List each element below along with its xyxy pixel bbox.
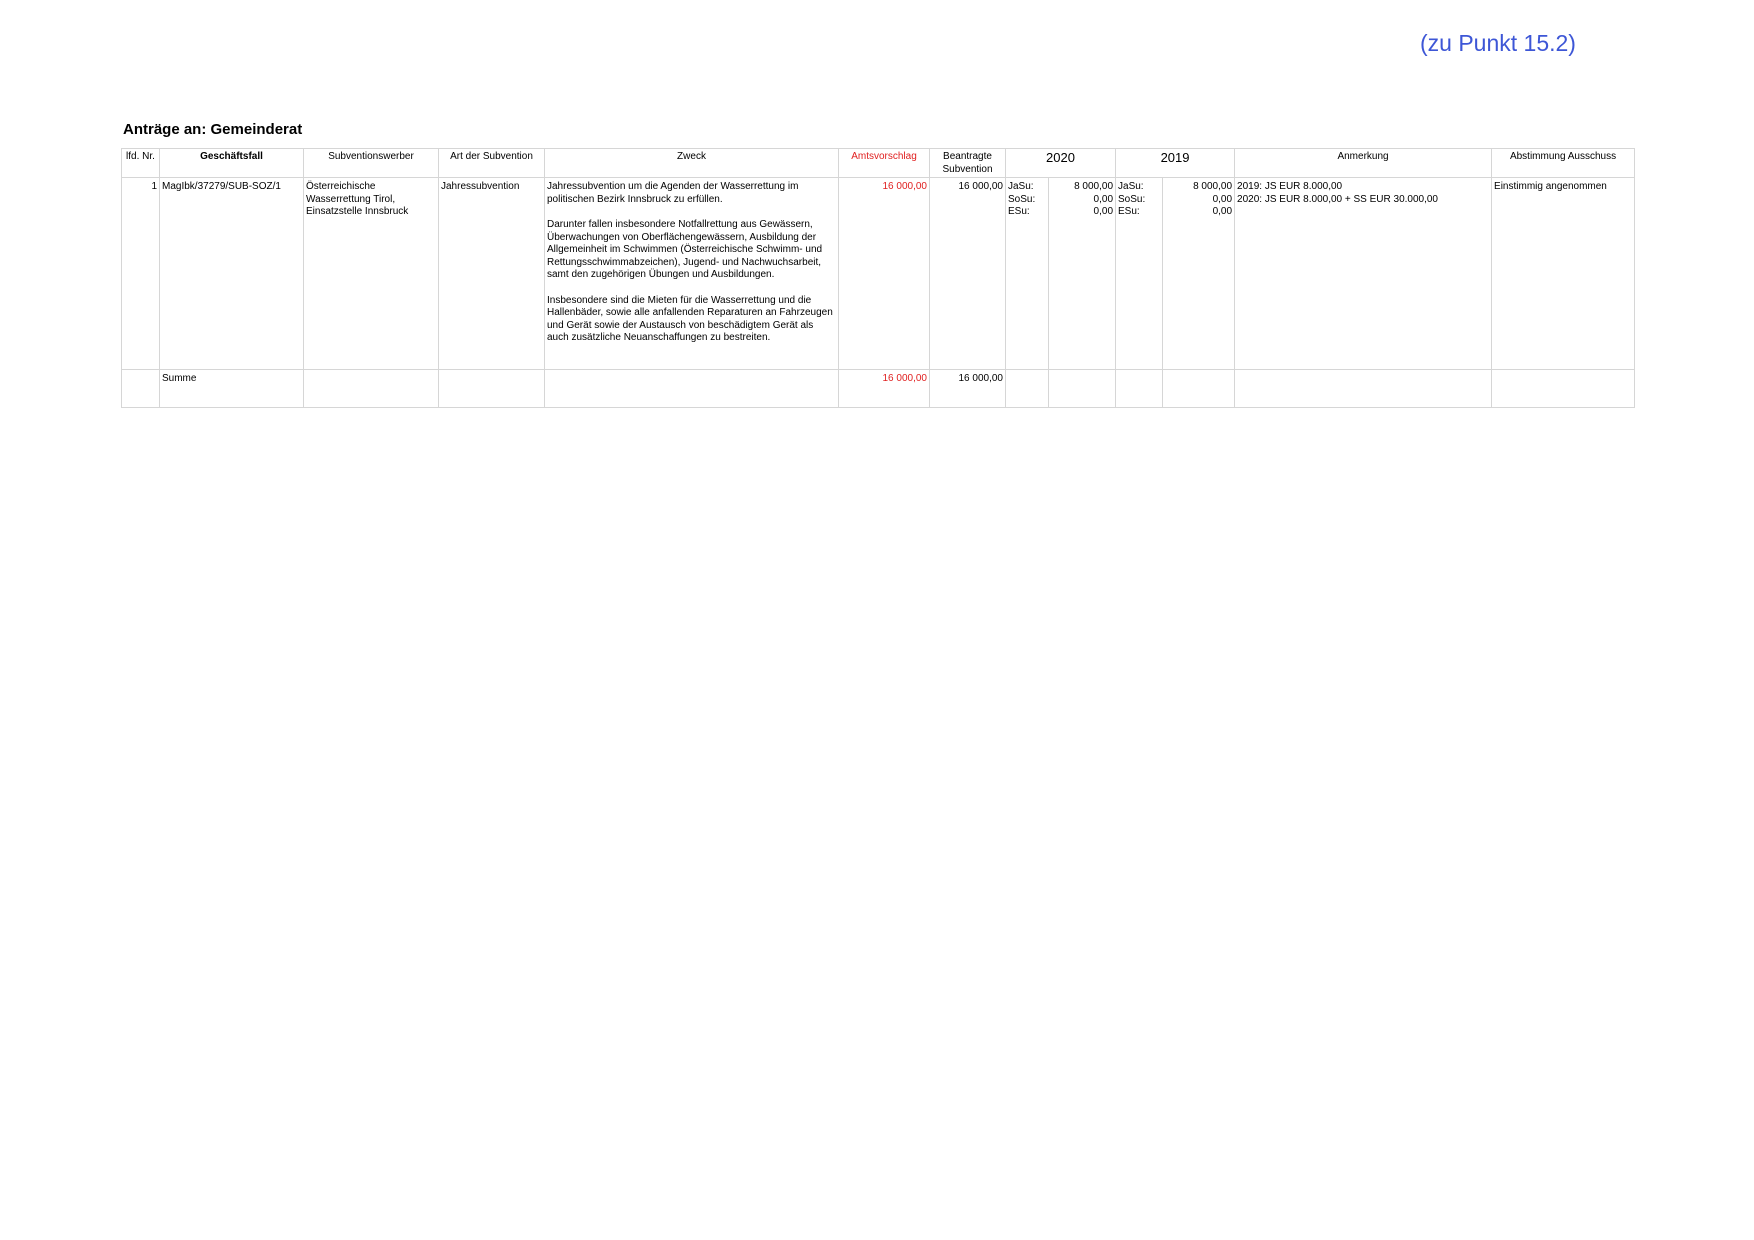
zweck-paragraph-1: Jahressubvention um die Agenden der Wasserrettung im politischen Bezirk Innsbruck zu erfüllen.	[547, 181, 799, 205]
col-header-nr: lfd. Nr.	[122, 149, 160, 178]
sum-werber	[304, 370, 439, 408]
label-2019-esu: ESu:	[1118, 206, 1140, 218]
sum-beantragte: 16 000,00	[930, 370, 1006, 408]
row-art: Jahressubvention	[439, 178, 545, 370]
table-row	[122, 178, 1635, 370]
zweck-paragraph-3: Insbesondere sind die Mieten für die Wasserrettung und die Hallenbäder, sowie alle anfallenden Reparaturen an Fahrzeugen und Gerät sowie der Austausch von beschädigtem Gerät als auch zusätzliche Neuanschaffungen zu bestreiten.	[547, 294, 833, 344]
col-header-zweck: Zweck	[545, 149, 839, 178]
label-2020-esu: ESu:	[1008, 206, 1030, 218]
row-geschaeftsfall: MagIbk/37279/SUB-SOZ/1	[160, 178, 304, 370]
zweck-paragraph-2: Darunter fallen insbesondere Notfallrettung aus Gewässern, Überwachungen von Oberflächengewässern, Ausbildung der Allgemeinheit im Schwimmen (Österreichische Schwimm- und Rettungsschwimmabzeichen), Jugend- und Nachwuchsarbeit, samt den zugehörigen Übungen und Ausbildungen.	[547, 218, 823, 281]
value-2020-jasu: 8 000,00	[1074, 181, 1114, 193]
value-2019-sosu: 0,00	[1212, 193, 1233, 205]
col-header-2019: 2019	[1116, 149, 1235, 178]
sum-abstimmung	[1492, 370, 1635, 408]
value-2020-sosu: 0,00	[1093, 193, 1114, 205]
col-header-amtsvorschlag: Amtsvorschlag	[839, 149, 930, 178]
row-2020-values	[1049, 178, 1116, 370]
label-2020-jasu: JaSu:	[1008, 181, 1034, 193]
value-2019-esu: 0,00	[1212, 206, 1233, 218]
sum-zweck	[545, 370, 839, 408]
header-row	[122, 149, 1635, 178]
sum-2020-values	[1049, 370, 1116, 408]
value-2020-esu: 0,00	[1093, 206, 1114, 218]
sum-2019-values	[1163, 370, 1235, 408]
label-2019-sosu: SoSu:	[1118, 193, 1146, 205]
page-heading: Anträge an: Gemeinderat	[123, 121, 303, 138]
reference-note: (zu Punkt 15.2)	[1420, 30, 1576, 56]
subsidy-table	[121, 148, 1635, 408]
row-2020-labels	[1006, 178, 1049, 370]
anmerkung-line-2: 2020: JS EUR 8.000,00 + SS EUR 30.000,00	[1237, 193, 1438, 205]
col-header-art: Art der Subvention	[439, 149, 545, 178]
value-2019-jasu: 8 000,00	[1193, 181, 1233, 193]
sum-anmerkung	[1235, 370, 1492, 408]
col-header-anmerkung: Anmerkung	[1235, 149, 1492, 178]
row-zweck	[545, 178, 839, 370]
col-header-2020: 2020	[1006, 149, 1116, 178]
sum-art	[439, 370, 545, 408]
sum-nr	[122, 370, 160, 408]
row-nr: 1	[122, 178, 160, 370]
row-abstimmung: Einstimmig angenommen	[1492, 178, 1635, 370]
sum-label: Summe	[160, 370, 304, 408]
col-header-abstimmung: Abstimmung Ausschuss	[1492, 149, 1635, 178]
col-header-geschaeftsfall: Geschäftsfall	[160, 149, 304, 178]
sum-2019-labels	[1116, 370, 1163, 408]
row-2019-labels	[1116, 178, 1163, 370]
row-amtsvorschlag: 16 000,00	[839, 178, 930, 370]
row-beantragte: 16 000,00	[930, 178, 1006, 370]
sum-2020-labels	[1006, 370, 1049, 408]
anmerkung-line-1: 2019: JS EUR 8.000,00	[1237, 181, 1343, 193]
sum-amtsvorschlag: 16 000,00	[839, 370, 930, 408]
col-header-beantragte: Beantragte Subvention	[930, 149, 1006, 178]
row-2019-values	[1163, 178, 1235, 370]
row-werber: Österreichische Wasserrettung Tirol, Einsatzstelle Innsbruck	[304, 178, 439, 370]
label-2019-jasu: JaSu:	[1118, 181, 1144, 193]
col-header-werber: Subventionswerber	[304, 149, 439, 178]
row-anmerkung	[1235, 178, 1492, 370]
label-2020-sosu: SoSu:	[1008, 193, 1036, 205]
sum-row	[122, 370, 1635, 408]
